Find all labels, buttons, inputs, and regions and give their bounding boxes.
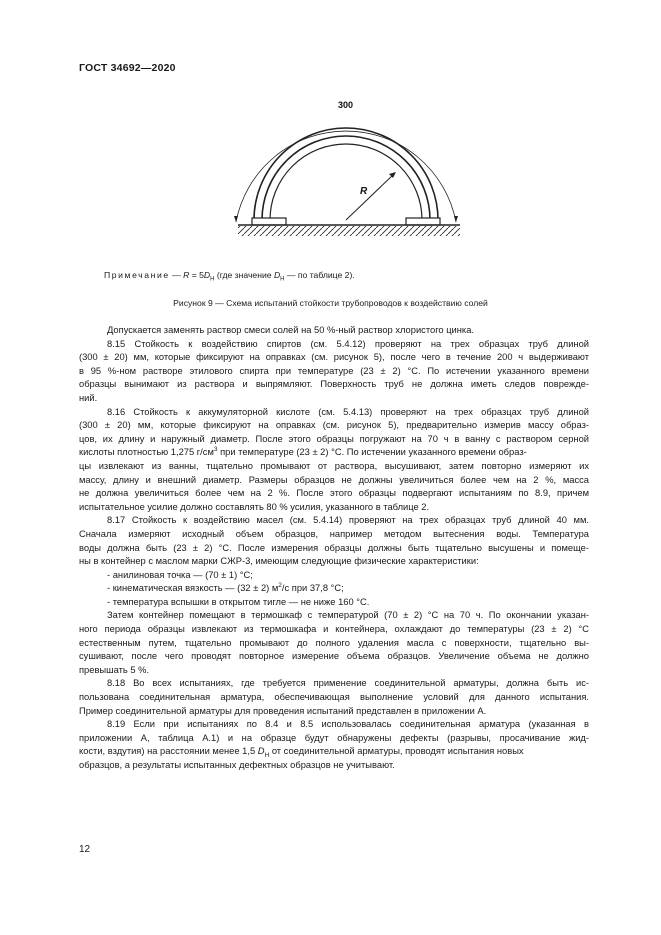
text-line: не должна увеличиться более чем на 2 %. После этого образцы подвергают испытаниям по 8.9, причем: [79, 488, 589, 499]
list-item: - кинематическая вязкость — (32 ± 2) $м^2/с$ при 37,8 °С;: [107, 582, 344, 594]
text-line: ного периода образцы извлекают из термошкафа и контейнера, охлаждают до температуры (23 ± 2) °С: [79, 624, 589, 635]
text-line: ны в контейнер с маслом марки СЖР-3, имеющим следующие физические характеристики:: [79, 556, 479, 567]
figure-note: Примечание — $R = 5D_Н$ (где значение $D_Н$ — по таблице 2).: [104, 270, 355, 283]
text-line: Допускается заменять раствор смеси солей на 50 %-ный раствор хлористого цинка.: [107, 325, 475, 335]
text-line: естественным путем, тщательно промывают до полного удаления масла с поверхности, тщательно вы-: [79, 637, 589, 648]
body-text: [79, 324, 589, 773]
section-8-19: 8.19 Если при испытаниях по 8.4 и 8.5 использовалась соединительная арматура (указанная в: [107, 719, 589, 730]
text-line: массу, длину и внешний диаметр. Размеры образцов не должны увеличиться более чем на 2 %, масса: [79, 474, 589, 485]
text-line: образцы вынимают из раствора и выпрямляют. Поверхность труб не должна иметь следов поврежде-: [79, 379, 589, 390]
text-line: приложении А, таблица А.1) и на образце будут обнаружены дефекты (разрывы, просачивание жид-: [79, 732, 589, 743]
section-8-18: 8.18 Во всех испытаниях, где требуется применение соединительной арматуры, должна быть ис-: [107, 678, 589, 689]
text-line: цы извлекают из ванны, тщательно промывают от раствора, высушивают, затем повторно измеряют их: [79, 460, 589, 471]
text-line: (300 ± 20) мм, которые фиксируют на оправках (см. рисунок 5), предварительно измерив массу образ-: [79, 420, 589, 431]
section-8-16: 8.16 Стойкость к аккумуляторной кислоте (см. 5.4.13) проверяют на трех образцах труб длиной: [107, 406, 589, 417]
pipe-outer-wall: [254, 128, 438, 220]
note-label: Примечание: [104, 270, 170, 280]
text-line: воды должна быть (23 ± 2) °С. После измерения образцы должны быть тщательно высушены и помеще-: [79, 542, 589, 553]
section-8-17: 8.17 Стойкость к воздействию масел (см. 5.4.14) проверяют на трех образцах труб длиной 40 мм.: [107, 515, 589, 526]
text-line: Сначала измеряют исходный объем образцов, например методом вытеснения воды. Температура: [79, 528, 589, 539]
text-line: в 95 %-ном растворе этилового спирта при температуре (23 ± 2) °С. По истечении указанного времени: [79, 365, 589, 376]
section-8-15: 8.15 Стойкость к воздействию спиртов (см. 5.4.12) проверяют на трех образцах труб длиной: [107, 338, 589, 349]
text-line: ний.: [79, 392, 98, 403]
list-item: - температура вспышки в открытом тигле — не ниже 160 °С.: [107, 596, 370, 607]
dimension-arc: [236, 131, 456, 222]
list-item: - анилиновая точка — (70 ± 1) °С;: [107, 569, 253, 580]
figure-caption: Рисунок 9 — Схема испытаний стойкости трубопроводов к воздействию солей: [173, 298, 488, 308]
text-line: сушивают, после чего проводят повторное измерение объема образцов. Увеличение объема не должно: [79, 651, 589, 662]
ground-hatch: [238, 226, 460, 236]
text-line: пользована соединительная арматура, обеспечивающая выполнение условий для данного испытания.: [79, 692, 589, 703]
dimension-label: 300: [338, 100, 354, 110]
pipe-arc-diagram: [220, 96, 480, 244]
page-number: 12: [79, 844, 91, 855]
text-line: испытательное усилие должно составлять 80 % усилия, указанного в таблице 2.: [79, 501, 430, 512]
text-line: Пример соединительной арматуры для проведения испытаний представлен в приложении А.: [79, 705, 487, 716]
text-line: превышать 5 %.: [79, 664, 150, 675]
text-line: кости, вздутия) на расстоянии менее 1,5 $D_Н$ от соединительной арматуры, проводят испытания новых: [79, 746, 524, 760]
radius-line: [346, 174, 394, 220]
text-line: образцов, а результаты испытанных дефектных образцов не учитывают.: [79, 760, 395, 770]
radius-label: R: [360, 186, 368, 197]
text-line: Затем контейнер помещают в термошкаф с температурой (70 ± 2) °С на 70 ч. По окончании указан-: [107, 610, 589, 621]
text-line: кислоты плотностью 1,275 $г/см^3$ при температуре (23 ± 2) °С. По истечении указанного времени образ-: [79, 446, 527, 458]
test-scheme-figure: [220, 96, 480, 244]
text-line: цов, их длину и наружный диаметр. После этого образцы погружают на 70 ч в ванну с раствором серной: [79, 433, 589, 444]
document-header: ГОСТ 34692—2020: [79, 62, 176, 74]
left-support: [252, 218, 286, 225]
text-line: (300 ± 20) мм, которые фиксируют на оправках (см. рисунок 5), после чего в течение 200 ч выдерживают: [79, 352, 589, 363]
right-support: [406, 218, 440, 225]
